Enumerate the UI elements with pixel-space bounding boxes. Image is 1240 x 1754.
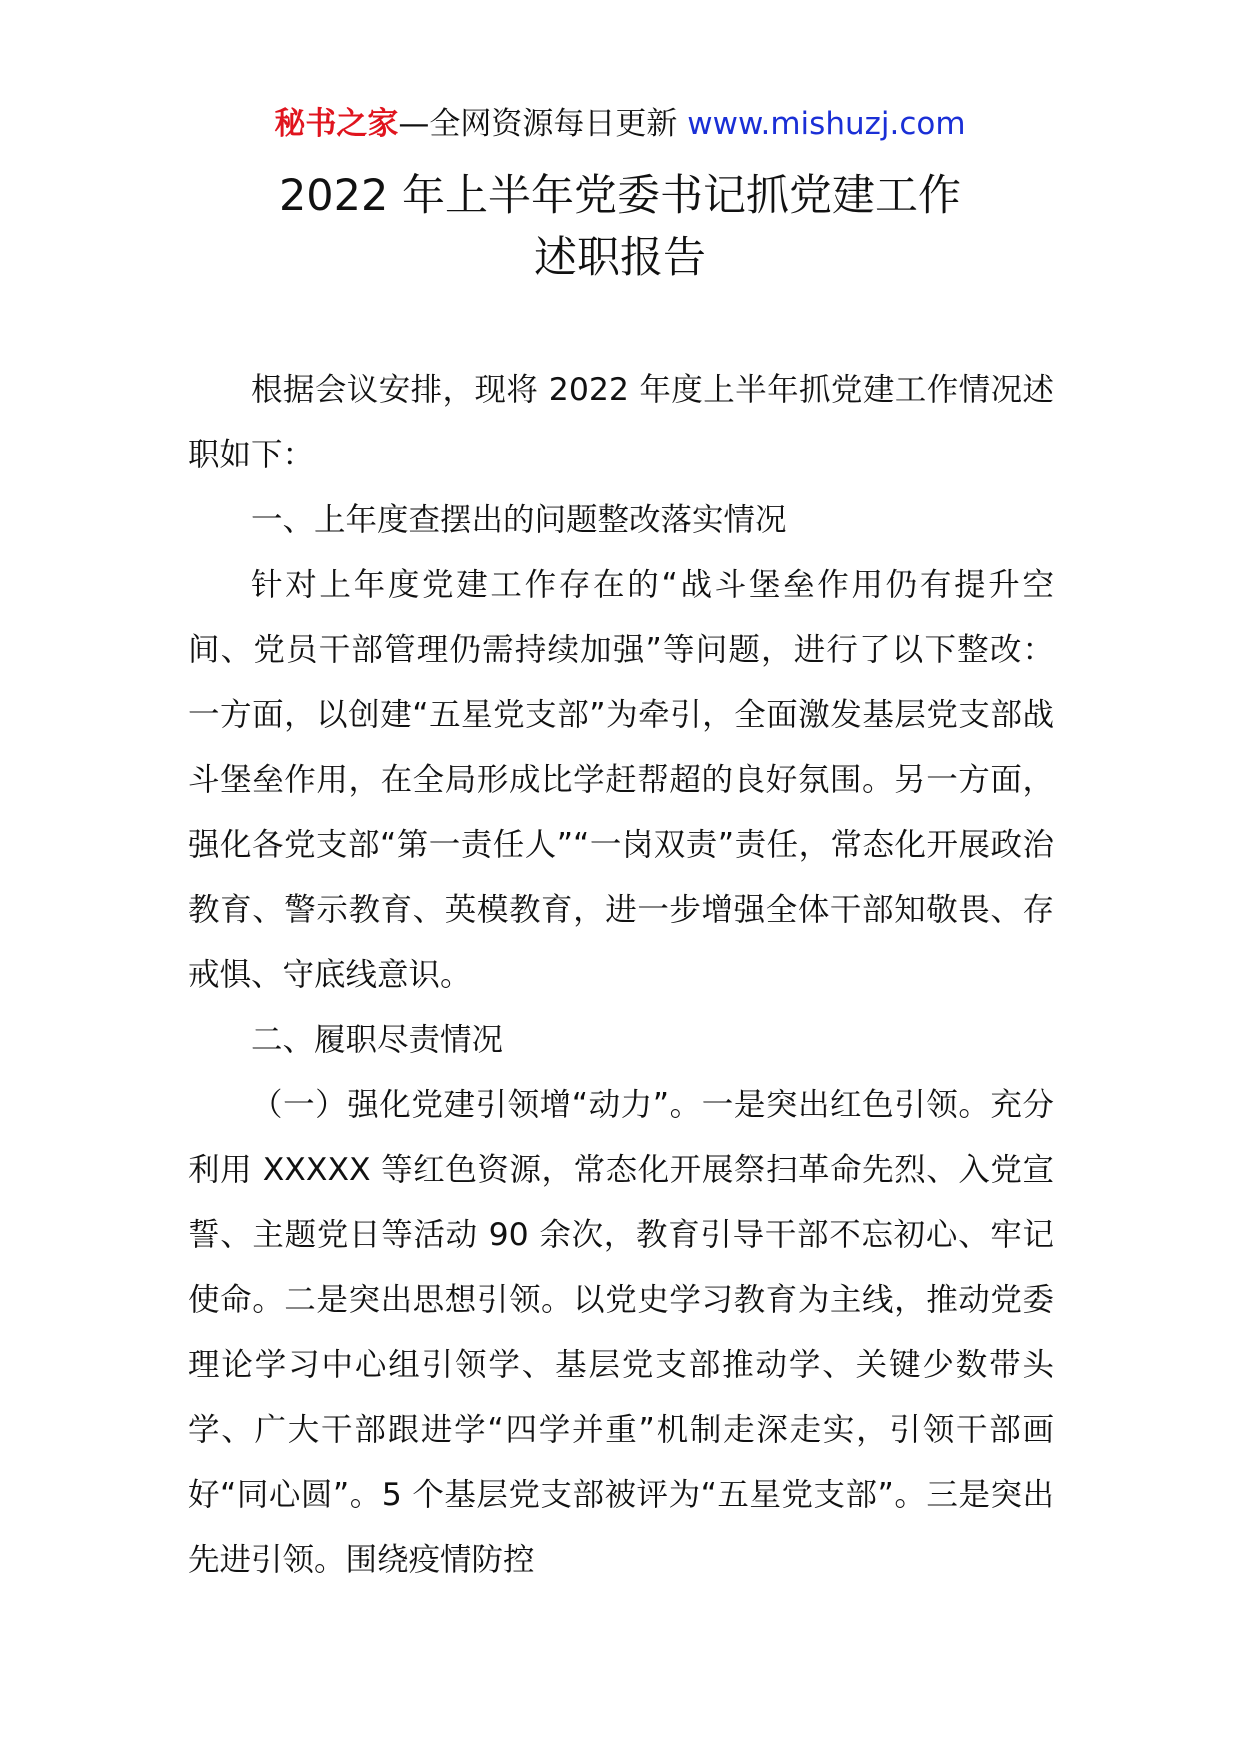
intro-paragraph: 根据会议安排，现将 2022 年度上半年抓党建工作情况述职如下：: [188, 372, 1054, 473]
document-title: [0, 165, 1240, 289]
site-brand: 秘书之家: [274, 106, 399, 142]
section-heading-2: 二、履职尽责情况: [251, 1022, 504, 1058]
site-watermark-header: [0, 102, 1240, 146]
document-title-line-2: 述职报告: [534, 233, 706, 283]
site-slogan: —全网资源每日更新: [398, 106, 688, 142]
document-body: [188, 358, 1054, 1593]
duty-paragraph-1: （一）强化党建引领增“动力”。一是突出红色引领。充分利用 XXXXX 等红色资源，常态化开展祭扫革命先烈、入党宣誓、主题党日等活动 90 余次，教育引导干部不忘初心、牢记使命。二是突出思想引领。以党史学习教育为主线，推动党委理论学习中心组引领学、基层党支部推动学、关键少数带头学、广大干部跟进学“四学并重”机制走深走实，引领干部画好“同心圆”。5 个基层党支部被评为“五星党支部”。三是突出先进引领。围绕疫情防控: [188, 1087, 1054, 1578]
document-title-line-1: 2022 年上半年党委书记抓党建工作: [278, 171, 962, 221]
rectification-paragraph: 针对上年度党建工作存在的“战斗堡垒作用仍有提升空间、党员干部管理仍需持续加强”等问题，进行了以下整改：一方面，以创建“五星党支部”为牵引，全面激发基层党支部战斗堡垒作用，在全局形成比学赶帮超的良好氛围。另一方面，强化各党支部“第一责任人”“一岗双责”责任，常态化开展政治教育、警示教育、英模教育，进一步增强全体干部知敬畏、存戒惧、守底线意识。: [188, 567, 1054, 993]
section-heading-1: 一、上年度查摆出的问题整改落实情况: [251, 502, 787, 538]
site-url-link[interactable]: www.mishuzj.com: [687, 106, 966, 142]
